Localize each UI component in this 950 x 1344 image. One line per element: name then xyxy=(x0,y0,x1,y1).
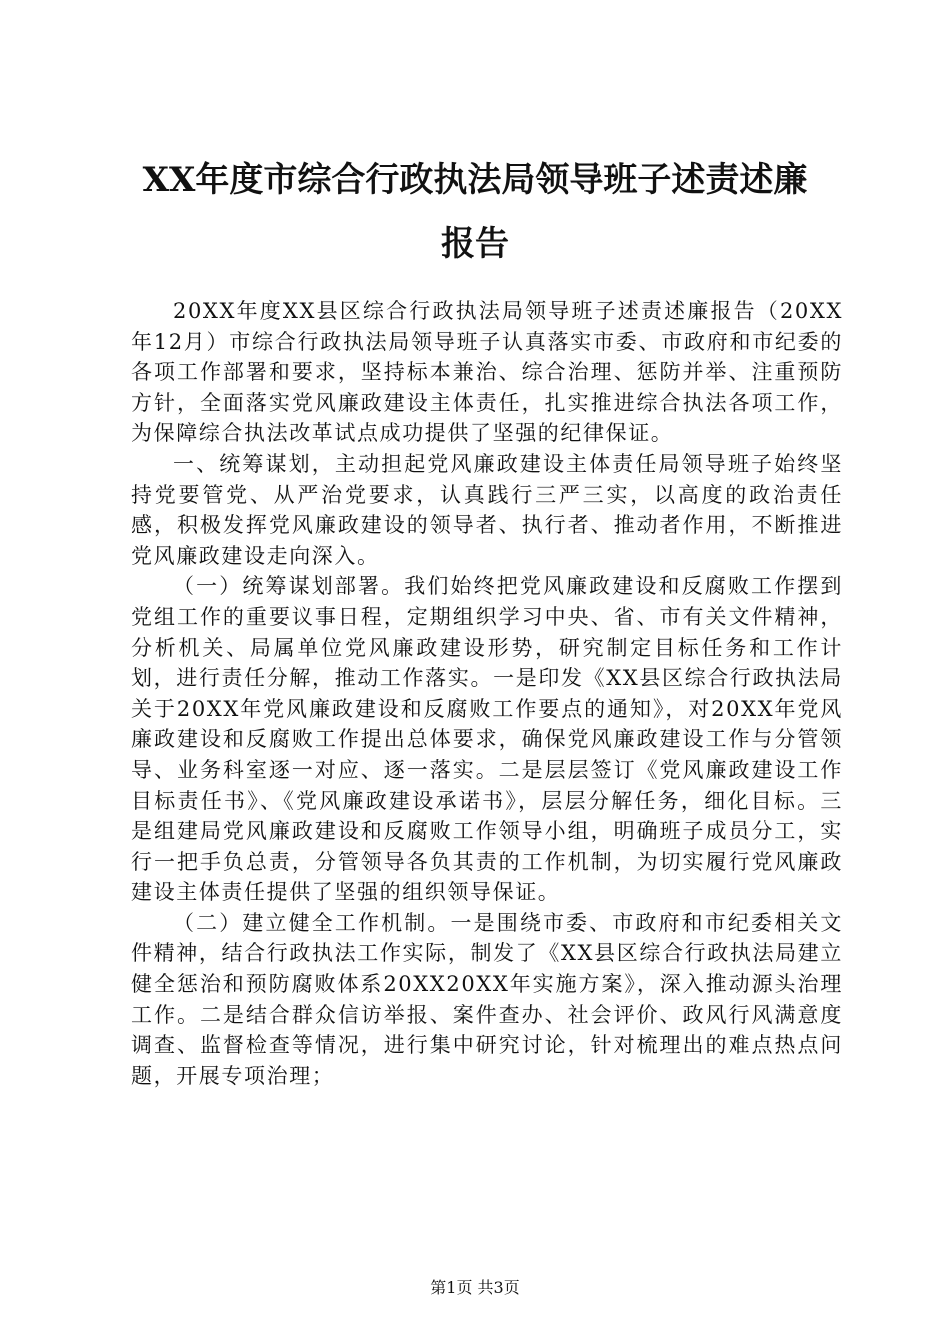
document-title-line-1: XX年度市综合行政执法局领导班子述责述廉 xyxy=(142,160,808,200)
document-title-line-2: 报告 xyxy=(441,224,509,264)
paragraph-subsection-2: （二）建立健全工作机制。一是围绕市委、市政府和市纪委相关文件精神，结合行政执法工作实际，制发了《XX县区综合行政执法局建立健全惩治和预防腐败体系20XX20XX年实施方案》，深入推动源头治理工作。二是结合群众信访举报、案件查办、社会评价、政风行风满意度调查、监督检查等情况，进行集中研究讨论，针对梳理出的难点热点问题，开展专项治理； xyxy=(131,910,843,1088)
paragraph-intro: 20XX年度XX县区综合行政执法局领导班子述责述廉报告（20XX年12月）市综合行政执法局领导班子认真落实市委、市政府和市纪委的各项工作部署和要求，坚持标本兼治、综合治理、惩防并举、注重预防方针，全面落实党风廉政建设主体责任，扎实推进综合执法各项工作，为保障综合执法改革试点成功提供了坚强的纪律保证。 xyxy=(131,299,843,446)
paragraph-subsection-1: （一）统筹谋划部署。我们始终把党风廉政建设和反腐败工作摆到党组工作的重要议事日程，定期组织学习中央、省、市有关文件精神，分析机关、局属单位党风廉政建设形势，研究制定目标任务和工作计划，进行责任分解，推动工作落实。一是印发《XX县区综合行政执法局关于20XX年党风廉政建设和反腐败工作要点的通知》，对20XX年党风廉政建设和反腐败工作提出总体要求，确保党风廉政建设工作与分管领导、业务科室逐一对应、逐一落实。二是层层签订《党风廉政建设工作目标责任书》、《党风廉政建设承诺书》，层层分解任务，细化目标。三是组建局党风廉政建设和反腐败工作领导小组，明确班子成员分工，实行一把手负总责，分管领导各负其责的工作机制，为切实履行党风廉政建设主体责任提供了坚强的组织领导保证。 xyxy=(131,574,843,905)
document-body xyxy=(131,296,843,1091)
page-number-footer: 第1页 共3页 xyxy=(430,1278,520,1297)
paragraph-section-1: 一、统筹谋划，主动担起党风廉政建设主体责任局领导班子始终坚持党要管党、从严治党要求，认真践行三严三实，以高度的政治责任感，积极发挥党风廉政建设的领导者、执行者、推动者作用，不断推进党风廉政建设走向深入。 xyxy=(131,451,843,568)
